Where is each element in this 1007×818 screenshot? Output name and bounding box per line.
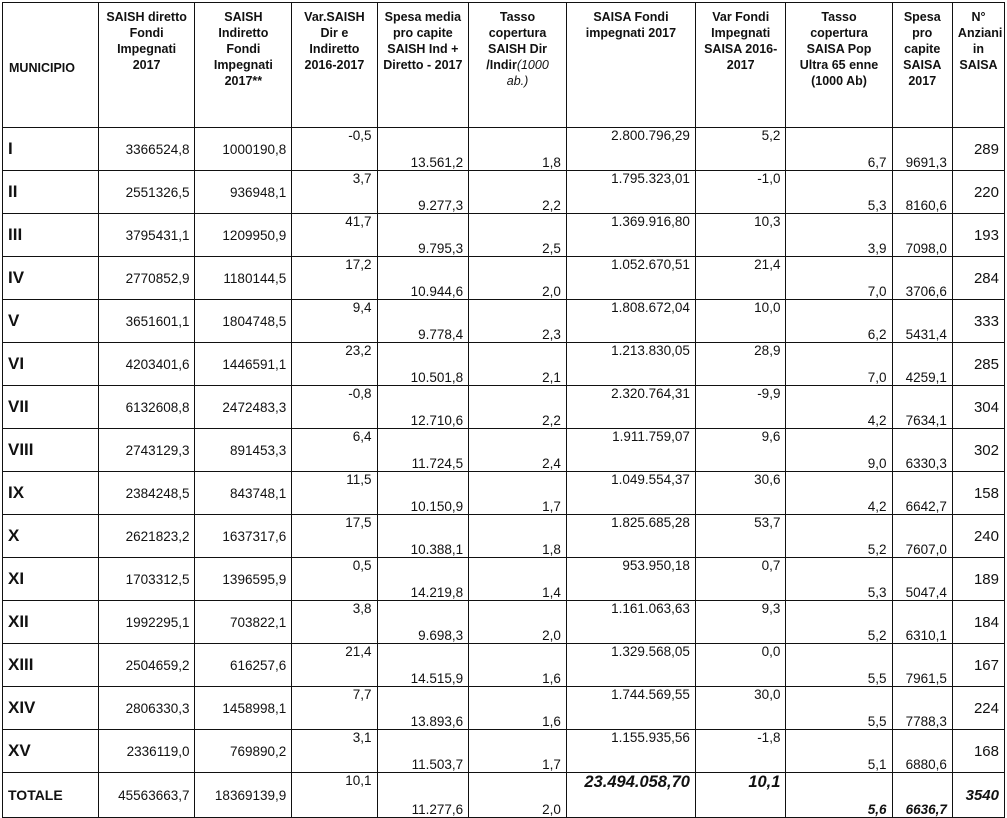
cell-spesa-saisa: 7788,3 [892,687,952,730]
cell-anziani: 285 [952,343,1004,386]
table-row [3,343,1005,386]
cell-spesa-saish: 9.795,3 [377,214,469,257]
cell-tasso-saisa: 5,5 [786,687,892,730]
cell-anziani: 333 [952,300,1004,343]
header-tasso-saish-text: Tasso copertura SAISH Dir /Indir [486,10,548,72]
cell-var-saisa: 10,0 [695,300,786,343]
cell-spesa-saisa: 6330,3 [892,429,952,472]
cell-tasso-saisa: 5,1 [786,730,892,773]
table-row [3,386,1005,429]
table-row [3,429,1005,472]
cell-saish-dir: 3366524,8 [98,128,195,171]
cell-var-saish: 10,1 [292,773,377,818]
table-row [3,644,1005,687]
cell-mun: TOTALE [3,773,99,818]
cell-var-saisa: 30,0 [695,687,786,730]
cell-saish-dir: 2504659,2 [98,644,195,687]
header-tasso-saish [469,3,567,128]
cell-anziani: 3540 [952,773,1004,818]
cell-spesa-saish: 11.724,5 [377,429,469,472]
cell-tasso-saish: 1,8 [469,128,567,171]
cell-spesa-saisa: 7634,1 [892,386,952,429]
cell-var-saisa: 5,2 [695,128,786,171]
cell-spesa-saish: 10.501,8 [377,343,469,386]
cell-spesa-saish: 12.710,6 [377,386,469,429]
header-saish-diretto: SAISH diretto Fondi Impegnati 2017 [98,3,195,128]
cell-tasso-saish: 1,6 [469,687,567,730]
cell-tasso-saish: 2,2 [469,171,567,214]
cell-saish-ind: 1458998,1 [195,687,292,730]
cell-saisa-fondi: 23.494.058,70 [566,773,695,818]
cell-tasso-saisa: 5,2 [786,601,892,644]
cell-var-saish: -0,5 [292,128,377,171]
cell-var-saish: 7,7 [292,687,377,730]
cell-anziani: 289 [952,128,1004,171]
cell-anziani: 168 [952,730,1004,773]
table-row [3,515,1005,558]
cell-saish-ind: 2472483,3 [195,386,292,429]
cell-saish-ind: 1000190,8 [195,128,292,171]
cell-mun: VI [3,343,99,386]
cell-anziani: 158 [952,472,1004,515]
cell-var-saisa: -9,9 [695,386,786,429]
cell-var-saish: 0,5 [292,558,377,601]
cell-var-saish: 3,7 [292,171,377,214]
header-var-saish: Var.SAISH Dir e Indiretto 2016-2017 [292,3,377,128]
cell-saish-dir: 45563663,7 [98,773,195,818]
cell-spesa-saisa: 8160,6 [892,171,952,214]
cell-tasso-saisa: 5,6 [786,773,892,818]
cell-saisa-fondi: 2.320.764,31 [566,386,695,429]
cell-spesa-saisa: 4259,1 [892,343,952,386]
cell-tasso-saish: 2,4 [469,429,567,472]
cell-spesa-saish: 11.277,6 [377,773,469,818]
cell-saish-dir: 2806330,3 [98,687,195,730]
cell-anziani: 167 [952,644,1004,687]
data-table [2,2,1005,818]
cell-anziani: 220 [952,171,1004,214]
cell-mun: XIII [3,644,99,687]
cell-mun: II [3,171,99,214]
cell-saish-dir: 1703312,5 [98,558,195,601]
cell-mun: III [3,214,99,257]
table-body [3,128,1005,818]
table-row [3,214,1005,257]
cell-var-saish: 6,4 [292,429,377,472]
cell-tasso-saish: 2,0 [469,773,567,818]
header-tasso-saisa: Tasso copertura SAISA Pop Ultra 65 enne (1000 Ab) [786,3,892,128]
cell-saisa-fondi: 1.911.759,07 [566,429,695,472]
table-row [3,300,1005,343]
cell-spesa-saisa: 5431,4 [892,300,952,343]
cell-spesa-saish: 9.778,4 [377,300,469,343]
table-row [3,687,1005,730]
cell-tasso-saisa: 4,2 [786,386,892,429]
cell-saish-ind: 1209950,9 [195,214,292,257]
cell-var-saish: 3,8 [292,601,377,644]
cell-mun: V [3,300,99,343]
cell-var-saish: 23,2 [292,343,377,386]
cell-spesa-saisa: 7098,0 [892,214,952,257]
cell-saish-dir: 2384248,5 [98,472,195,515]
cell-saish-ind: 1180144,5 [195,257,292,300]
cell-tasso-saish: 1,6 [469,644,567,687]
cell-var-saisa: 0,0 [695,644,786,687]
cell-saisa-fondi: 1.329.568,05 [566,644,695,687]
cell-saisa-fondi: 953.950,18 [566,558,695,601]
cell-saish-ind: 891453,3 [195,429,292,472]
table-row [3,257,1005,300]
header-saish-indiretto: SAISH Indiretto Fondi Impegnati 2017** [195,3,292,128]
cell-tasso-saish: 1,4 [469,558,567,601]
cell-var-saisa: -1,8 [695,730,786,773]
cell-var-saisa: 53,7 [695,515,786,558]
cell-tasso-saish: 2,2 [469,386,567,429]
cell-mun: XII [3,601,99,644]
cell-tasso-saisa: 9,0 [786,429,892,472]
cell-spesa-saisa: 6642,7 [892,472,952,515]
cell-spesa-saisa: 5047,4 [892,558,952,601]
cell-mun: I [3,128,99,171]
cell-var-saish: 9,4 [292,300,377,343]
cell-var-saish: 3,1 [292,730,377,773]
cell-tasso-saisa: 3,9 [786,214,892,257]
cell-saish-ind: 616257,6 [195,644,292,687]
cell-tasso-saish: 2,1 [469,343,567,386]
cell-tasso-saish: 1,8 [469,515,567,558]
header-row [3,3,1005,128]
header-spesa-saisa: Spesa pro capite SAISA 2017 [892,3,952,128]
cell-spesa-saisa: 7961,5 [892,644,952,687]
cell-mun: VIII [3,429,99,472]
cell-saisa-fondi: 1.744.569,55 [566,687,695,730]
cell-anziani: 302 [952,429,1004,472]
cell-spesa-saish: 10.150,9 [377,472,469,515]
cell-spesa-saish: 14.219,8 [377,558,469,601]
cell-var-saish: 17,2 [292,257,377,300]
cell-tasso-saisa: 6,7 [786,128,892,171]
cell-saish-dir: 2336119,0 [98,730,195,773]
cell-tasso-saisa: 7,0 [786,343,892,386]
cell-mun: IV [3,257,99,300]
cell-anziani: 304 [952,386,1004,429]
cell-tasso-saisa: 5,3 [786,171,892,214]
cell-saisa-fondi: 1.369.916,80 [566,214,695,257]
cell-tasso-saish: 2,0 [469,601,567,644]
cell-var-saish: 21,4 [292,644,377,687]
cell-spesa-saisa: 9691,3 [892,128,952,171]
cell-spesa-saish: 9.698,3 [377,601,469,644]
cell-saish-ind: 1637317,6 [195,515,292,558]
header-var-saisa: Var Fondi Impegnati SAISA 2016-2017 [695,3,786,128]
cell-saisa-fondi: 1.155.935,56 [566,730,695,773]
cell-anziani: 240 [952,515,1004,558]
cell-saish-dir: 4203401,6 [98,343,195,386]
cell-var-saisa: 21,4 [695,257,786,300]
cell-mun: XIV [3,687,99,730]
cell-saisa-fondi: 1.213.830,05 [566,343,695,386]
cell-spesa-saish: 14.515,9 [377,644,469,687]
cell-tasso-saisa: 5,5 [786,644,892,687]
cell-anziani: 224 [952,687,1004,730]
cell-spesa-saisa: 3706,6 [892,257,952,300]
cell-spesa-saish: 10.944,6 [377,257,469,300]
cell-saish-ind: 1396595,9 [195,558,292,601]
cell-saish-dir: 3651601,1 [98,300,195,343]
cell-tasso-saish: 2,3 [469,300,567,343]
cell-anziani: 189 [952,558,1004,601]
cell-tasso-saisa: 6,2 [786,300,892,343]
cell-saish-ind: 18369139,9 [195,773,292,818]
cell-spesa-saisa: 6880,6 [892,730,952,773]
cell-var-saisa: 10,3 [695,214,786,257]
cell-spesa-saish: 13.893,6 [377,687,469,730]
cell-tasso-saish: 1,7 [469,730,567,773]
total-row [3,773,1005,818]
cell-var-saish: 41,7 [292,214,377,257]
cell-saish-dir: 6132608,8 [98,386,195,429]
cell-var-saisa: 0,7 [695,558,786,601]
cell-saish-dir: 2551326,5 [98,171,195,214]
cell-tasso-saish: 1,7 [469,472,567,515]
cell-saish-dir: 1992295,1 [98,601,195,644]
cell-mun: XI [3,558,99,601]
cell-var-saisa: 10,1 [695,773,786,818]
cell-saish-ind: 1446591,1 [195,343,292,386]
cell-saish-ind: 769890,2 [195,730,292,773]
cell-saish-ind: 1804748,5 [195,300,292,343]
header-spesa-saish: Spesa media pro capite SAISH Ind + Diretto - 2017 [377,3,469,128]
cell-spesa-saish: 10.388,1 [377,515,469,558]
cell-mun: XV [3,730,99,773]
cell-saisa-fondi: 1.049.554,37 [566,472,695,515]
cell-spesa-saisa: 7607,0 [892,515,952,558]
cell-saish-dir: 2621823,2 [98,515,195,558]
cell-anziani: 184 [952,601,1004,644]
cell-saisa-fondi: 1.161.063,63 [566,601,695,644]
cell-saisa-fondi: 1.808.672,04 [566,300,695,343]
cell-var-saisa: 30,6 [695,472,786,515]
cell-tasso-saisa: 7,0 [786,257,892,300]
cell-mun: X [3,515,99,558]
cell-saish-dir: 2770852,9 [98,257,195,300]
cell-spesa-saish: 11.503,7 [377,730,469,773]
cell-tasso-saisa: 4,2 [786,472,892,515]
table-row [3,171,1005,214]
cell-var-saisa: 9,3 [695,601,786,644]
cell-saish-dir: 2743129,3 [98,429,195,472]
cell-saisa-fondi: 2.800.796,29 [566,128,695,171]
cell-tasso-saisa: 5,3 [786,558,892,601]
cell-var-saisa: -1,0 [695,171,786,214]
cell-var-saish: 17,5 [292,515,377,558]
cell-saish-ind: 843748,1 [195,472,292,515]
table-row [3,601,1005,644]
header-municipio: MUNICIPIO [3,3,99,128]
table-row [3,730,1005,773]
cell-mun: IX [3,472,99,515]
cell-spesa-saish: 13.561,2 [377,128,469,171]
table-row [3,472,1005,515]
cell-saish-dir: 3795431,1 [98,214,195,257]
cell-saish-ind: 703822,1 [195,601,292,644]
cell-var-saish: -0,8 [292,386,377,429]
cell-var-saisa: 28,9 [695,343,786,386]
cell-var-saisa: 9,6 [695,429,786,472]
table-row [3,558,1005,601]
cell-spesa-saisa: 6310,1 [892,601,952,644]
cell-tasso-saish: 2,0 [469,257,567,300]
cell-spesa-saish: 9.277,3 [377,171,469,214]
cell-saish-ind: 936948,1 [195,171,292,214]
cell-mun: VII [3,386,99,429]
cell-saisa-fondi: 1.795.323,01 [566,171,695,214]
cell-tasso-saisa: 5,2 [786,515,892,558]
cell-var-saish: 11,5 [292,472,377,515]
cell-anziani: 193 [952,214,1004,257]
cell-anziani: 284 [952,257,1004,300]
table-row [3,128,1005,171]
header-anziani: N° Anziani in SAISA [952,3,1004,128]
header-tasso-saish-unit: (1000 ab.) [506,58,549,88]
header-saisa-fondi: SAISA Fondi impegnati 2017 [566,3,695,128]
cell-tasso-saish: 2,5 [469,214,567,257]
cell-saisa-fondi: 1.052.670,51 [566,257,695,300]
cell-spesa-saisa: 6636,7 [892,773,952,818]
cell-saisa-fondi: 1.825.685,28 [566,515,695,558]
